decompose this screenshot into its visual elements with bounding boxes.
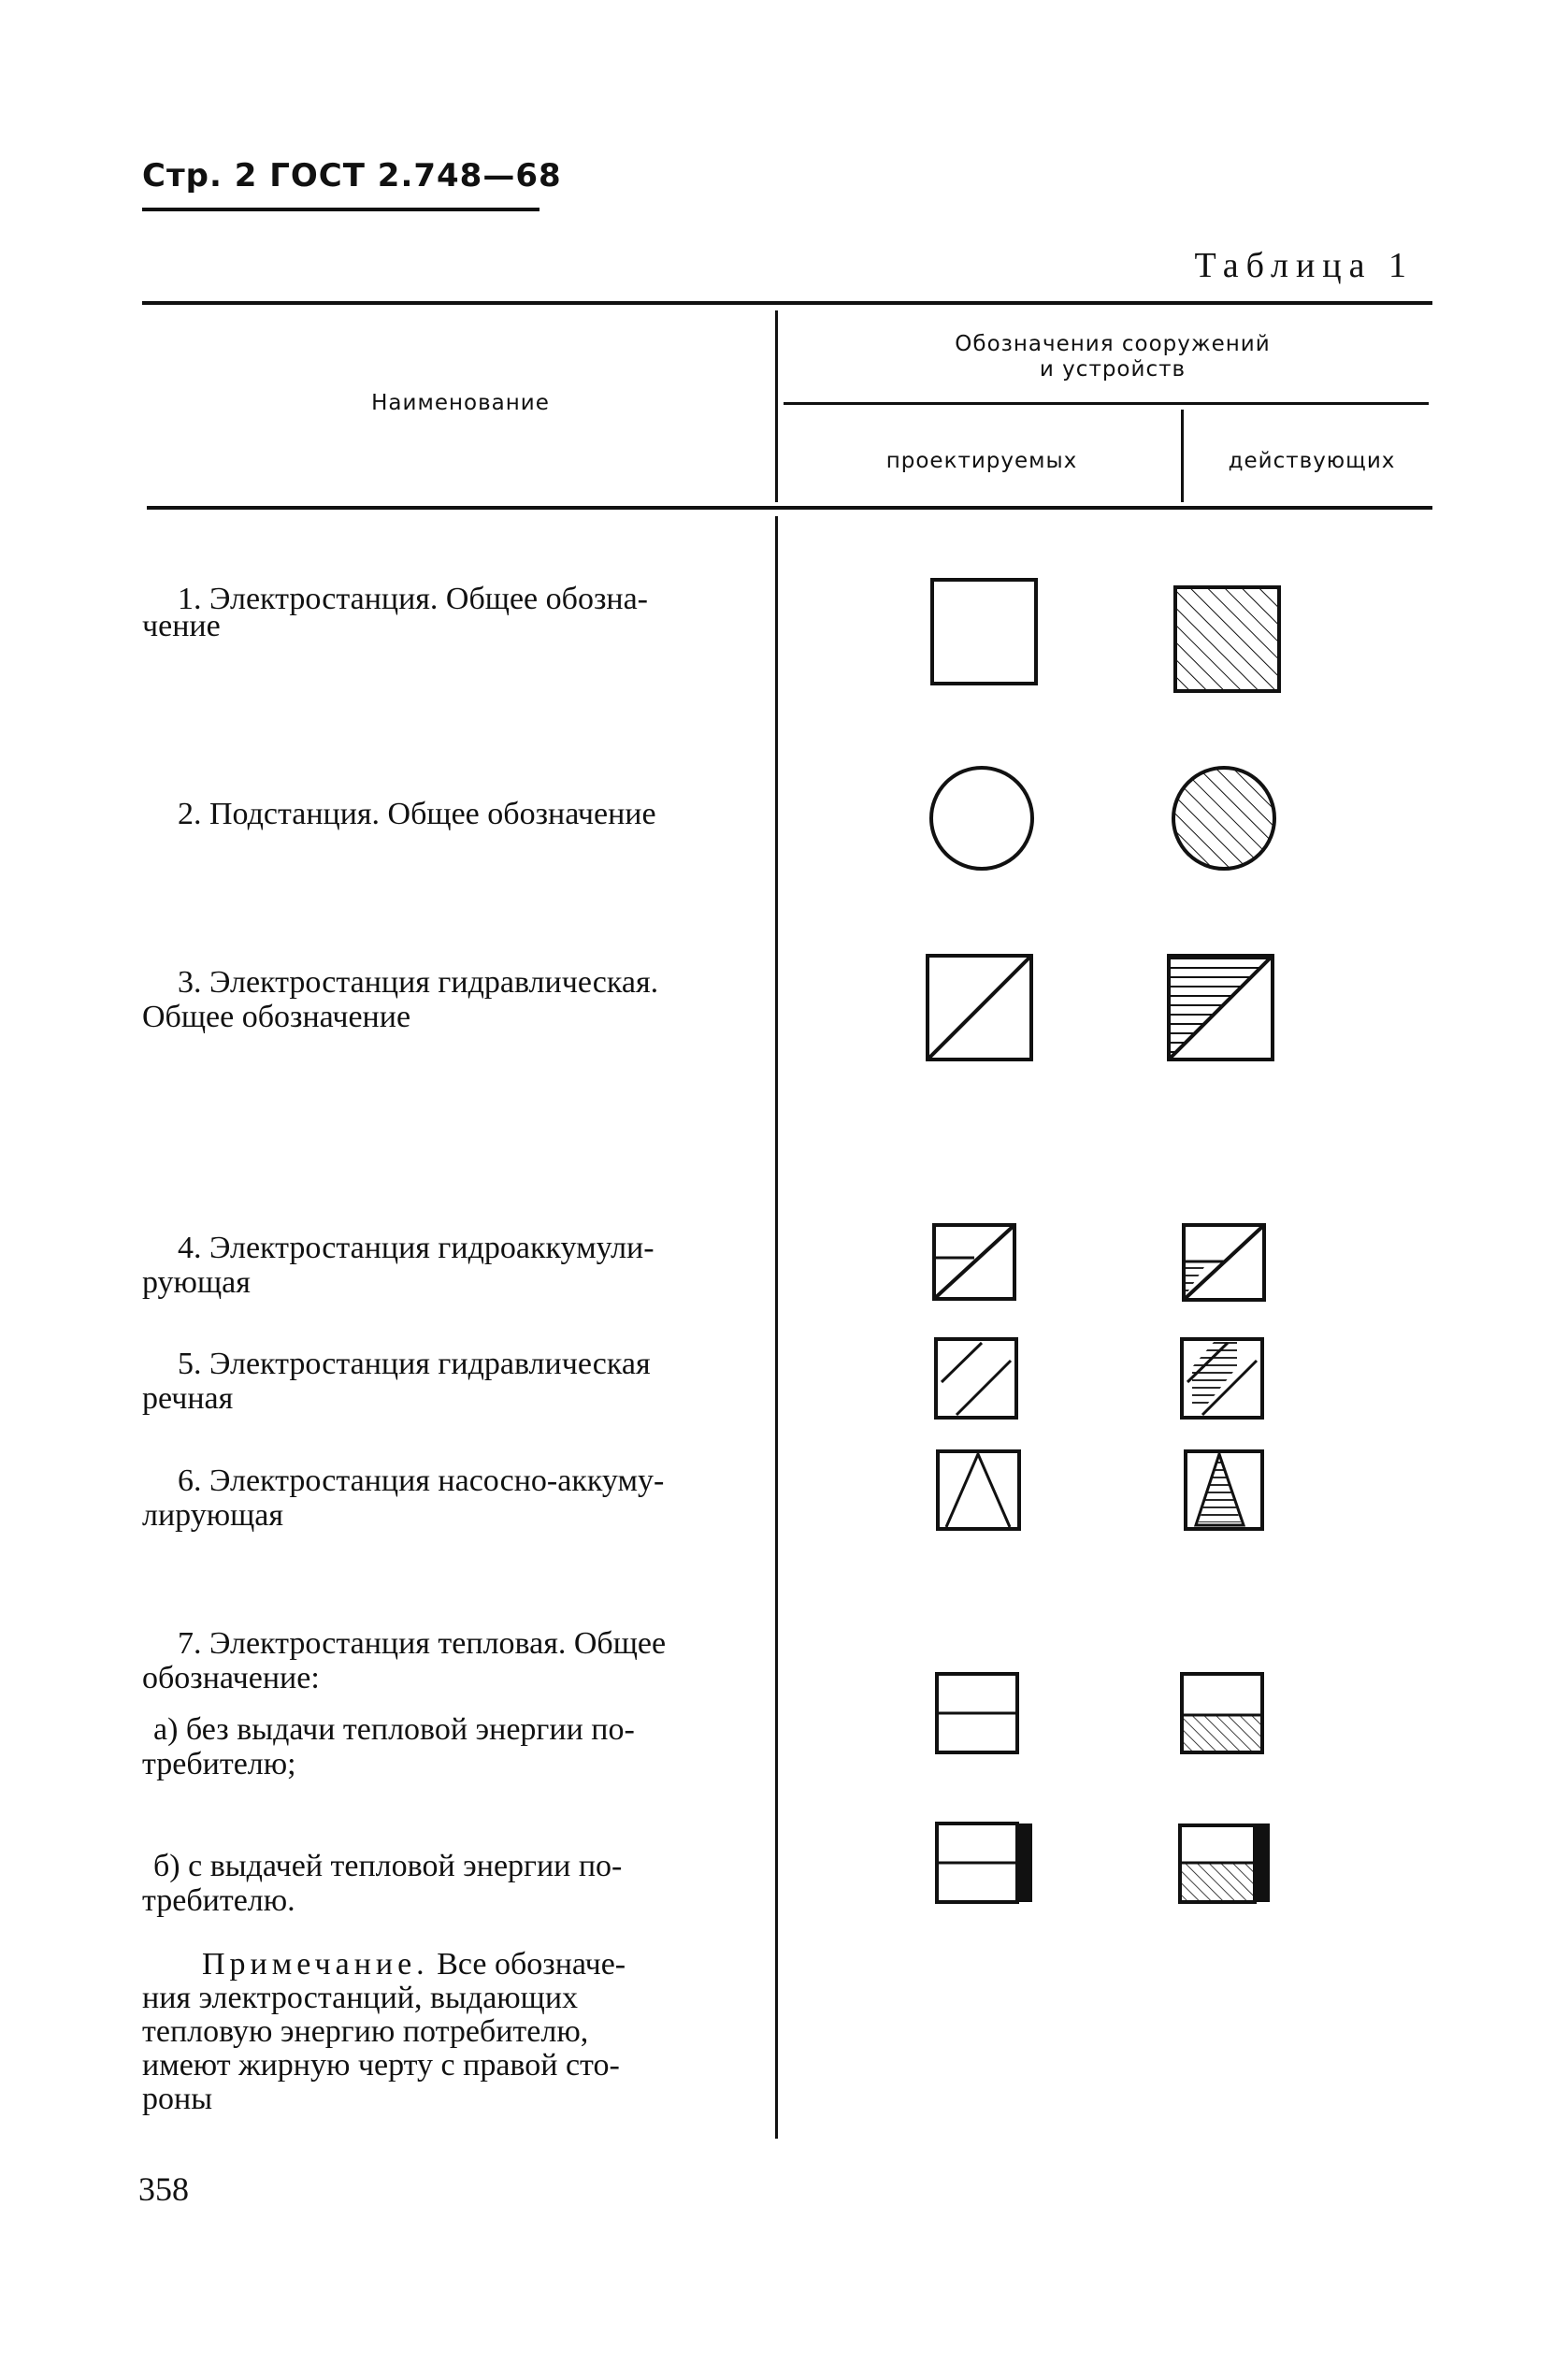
column-header-group-line2: и устройств bbox=[1039, 357, 1187, 382]
column-header-planned: проектируемых bbox=[885, 449, 1078, 473]
thermal-with-heat-existing-icon bbox=[1180, 1823, 1270, 1902]
substation-planned-icon bbox=[931, 768, 1032, 869]
row-text-line: требителю. bbox=[142, 1883, 295, 1918]
row-text-line: 7. Электростанция тепловая. Общее bbox=[178, 1626, 667, 1661]
row-text-line: 5. Электростанция гидравлическая bbox=[178, 1347, 651, 1381]
column-header-group-line1: Обозначения сооружений bbox=[955, 332, 1271, 356]
thermal-with-heat-planned-icon bbox=[937, 1823, 1032, 1902]
substation-existing-icon bbox=[1173, 768, 1274, 869]
table-label: Таблица 1 bbox=[1194, 246, 1414, 285]
row-text-line: 6. Электростанция насосно-аккуму- bbox=[178, 1463, 665, 1498]
note-text: Все обозначе- bbox=[437, 1947, 626, 1982]
column-header-name: Наименование bbox=[371, 391, 550, 415]
hydro-storage-planned-icon bbox=[934, 1225, 1014, 1299]
row-text-line: б) с выдачей тепловой энергии по- bbox=[153, 1849, 623, 1883]
row-text-line: 1. Электростанция. Общее обозна- bbox=[178, 582, 648, 616]
row-text-line: чение bbox=[142, 609, 221, 643]
column-header-existing: действующих bbox=[1228, 449, 1396, 473]
page-number: 358 bbox=[138, 2170, 189, 2208]
row-text-line: 2. Подстанция. Общее обозначение bbox=[178, 797, 656, 831]
row-text-line: лирующая bbox=[142, 1498, 284, 1533]
note-line: ния электростанций, выдающих bbox=[142, 1981, 579, 2015]
pumped-storage-existing-icon bbox=[1186, 1451, 1262, 1529]
thermal-no-heat-planned-icon bbox=[937, 1674, 1017, 1752]
power-station-planned-icon bbox=[932, 580, 1036, 684]
thermal-no-heat-existing-icon bbox=[1182, 1674, 1262, 1752]
power-station-existing-icon bbox=[1175, 587, 1279, 691]
hydro-power-station-existing-icon bbox=[1169, 956, 1273, 1059]
pumped-storage-planned-icon bbox=[938, 1451, 1019, 1529]
note-heading: Примечание. bbox=[202, 1947, 429, 1982]
row-text-line: рующая bbox=[142, 1265, 251, 1300]
row-text-line: а) без выдачи тепловой энергии по- bbox=[153, 1712, 635, 1747]
river-hydro-existing-icon bbox=[1182, 1339, 1262, 1418]
row-text-line: речная bbox=[142, 1381, 234, 1416]
note-line: тепловую энергию потребителю, bbox=[142, 2014, 589, 2049]
row-text-line: Общее обозначение bbox=[142, 1000, 411, 1034]
river-hydro-planned-icon bbox=[936, 1339, 1016, 1418]
row-text-line: обозначение: bbox=[142, 1661, 320, 1695]
row-text-line: требителю; bbox=[142, 1747, 296, 1781]
page-header: Стр. 2 ГОСТ 2.748—68 bbox=[142, 157, 562, 195]
row-text-line: 3. Электростанция гидравлическая. bbox=[178, 965, 659, 1000]
note-line: роны bbox=[142, 2082, 213, 2116]
note-line: имеют жирную черту с правой сто- bbox=[142, 2048, 620, 2083]
row-text-line: 4. Электростанция гидроаккумули- bbox=[178, 1231, 655, 1265]
hydro-power-station-planned-icon bbox=[928, 956, 1031, 1059]
hydro-storage-existing-icon bbox=[1184, 1225, 1264, 1300]
